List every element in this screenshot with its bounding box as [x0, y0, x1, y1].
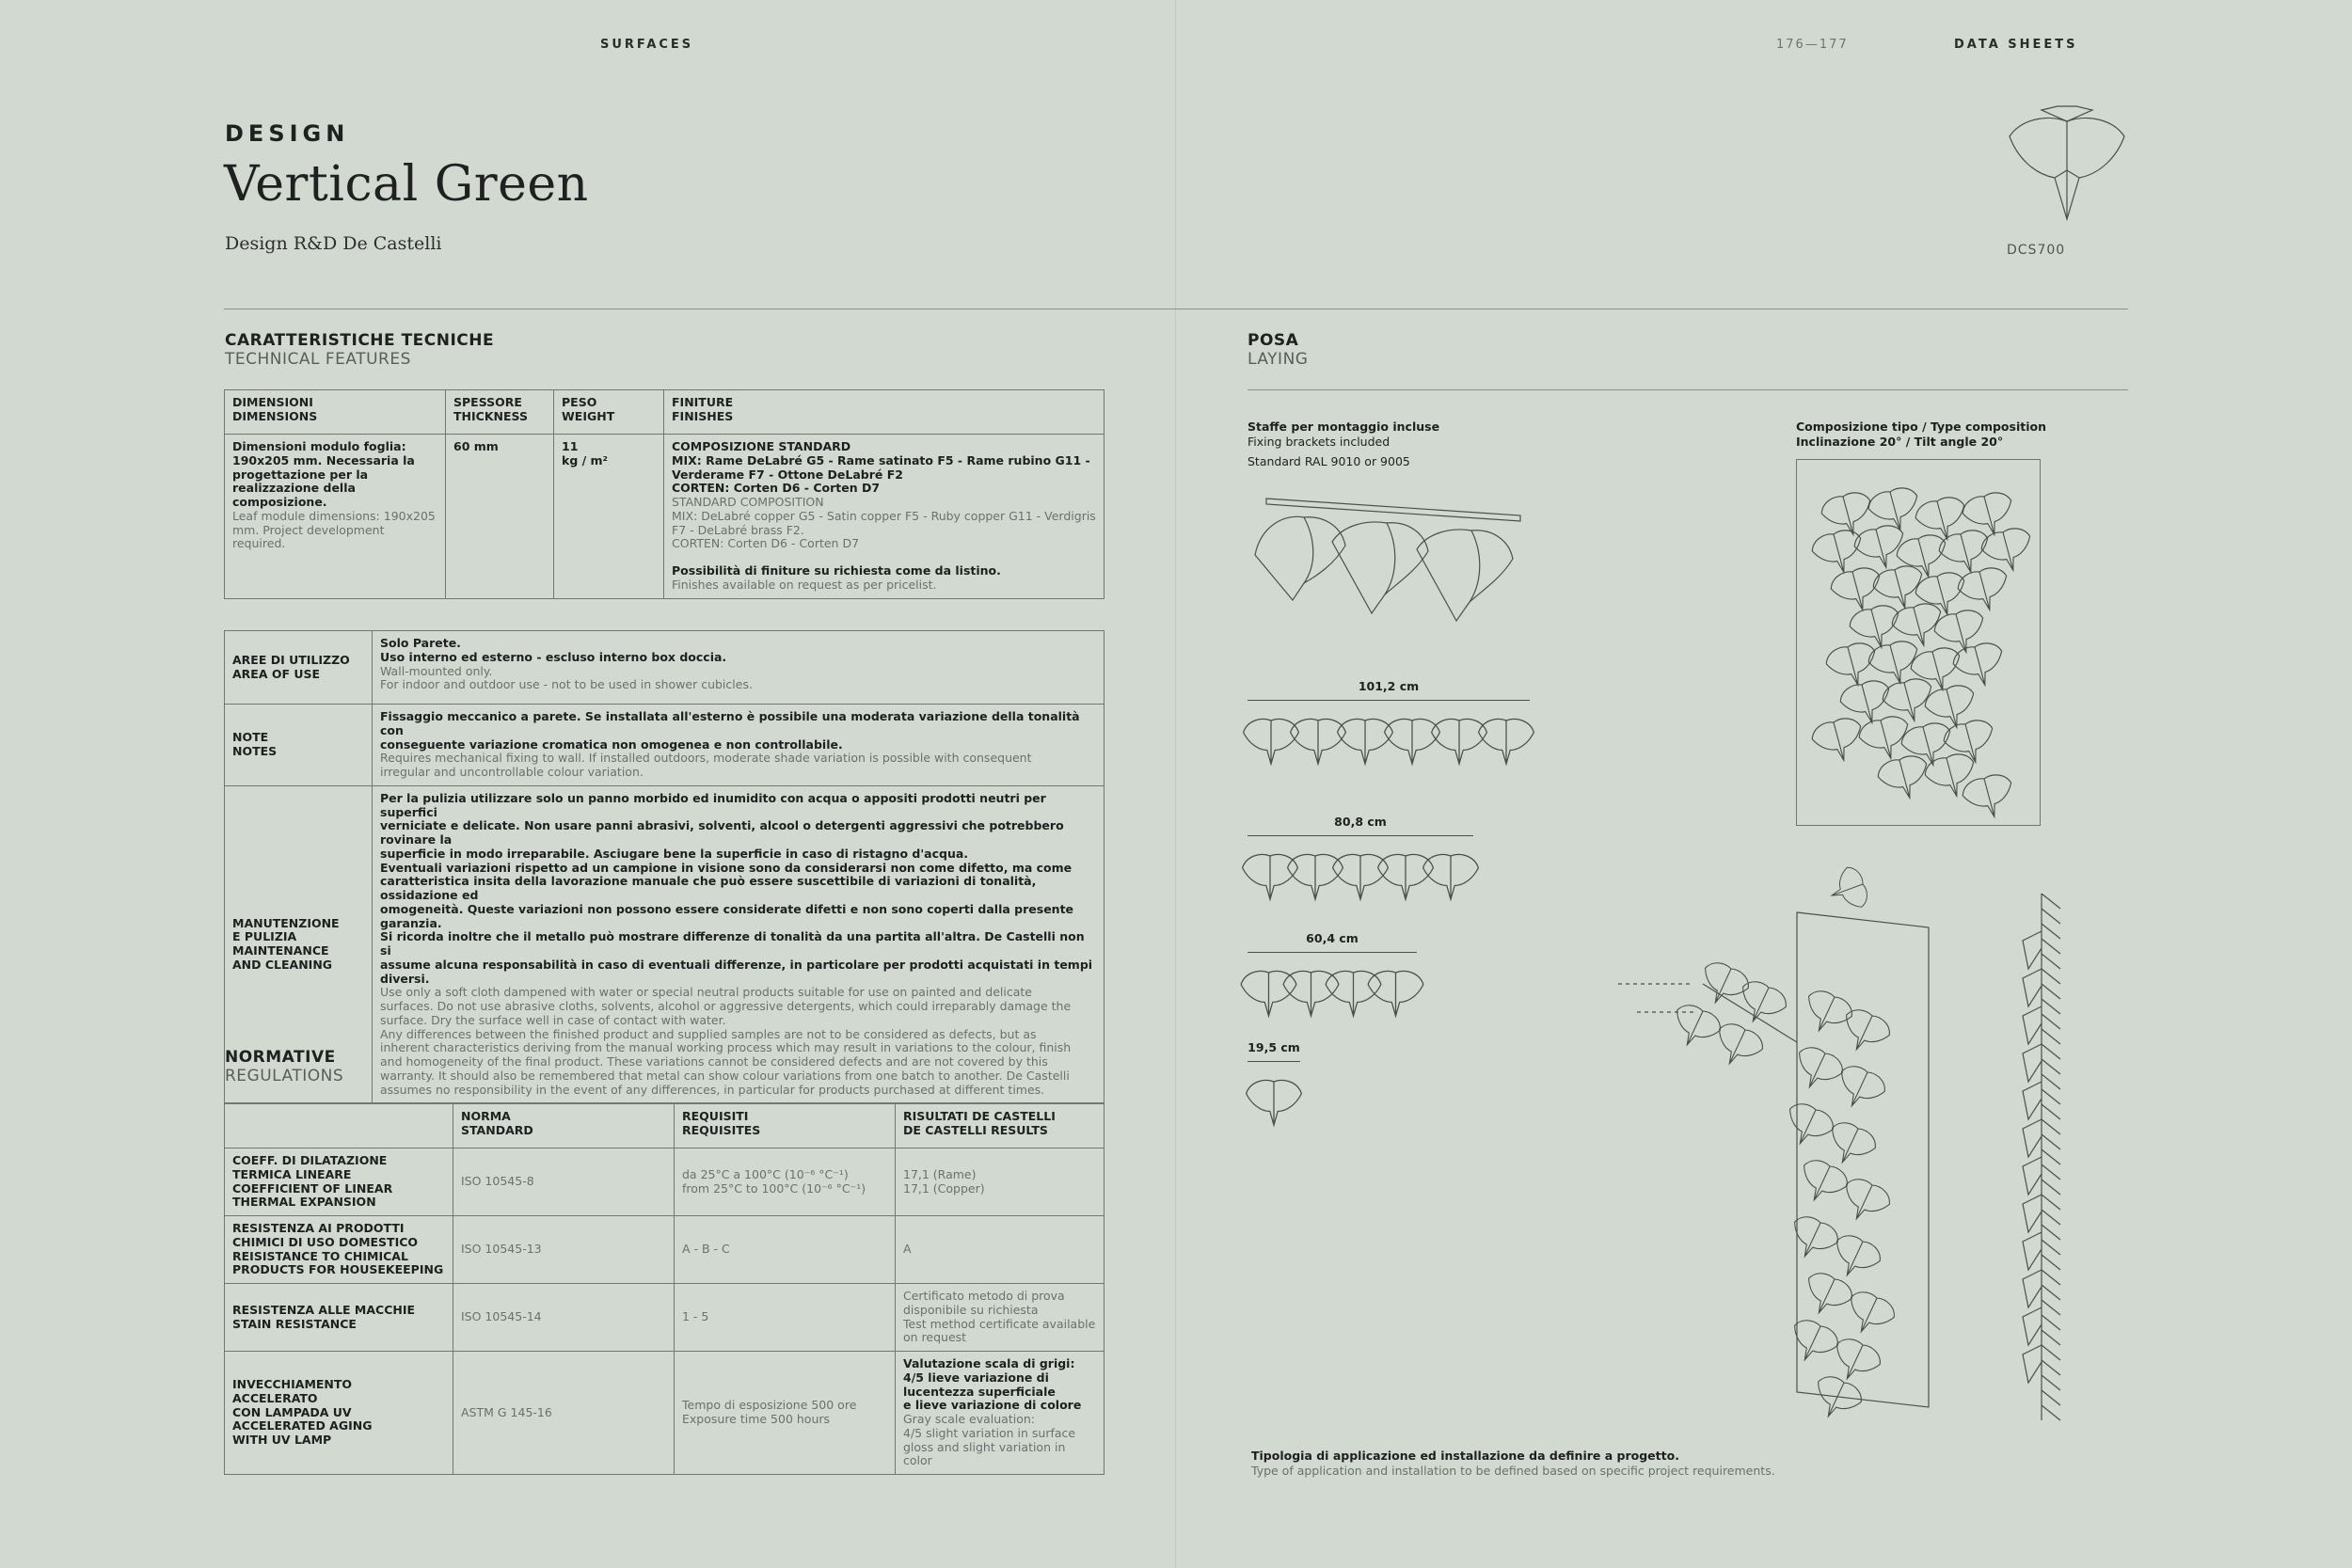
wall-hatch-line: [2042, 894, 2060, 909]
bracket-drawing: [1248, 489, 1539, 621]
side-leaf-profile: [2023, 1044, 2042, 1082]
leaf-shape: [1385, 719, 1440, 764]
wall-hatch-line: [2042, 1044, 2060, 1059]
leaf-shape: [1889, 600, 1948, 653]
reg-res-stain: Certificato metodo di prova disponibile su richiesta Test method certificate available on request: [896, 1284, 1104, 1352]
dim-label-195: 19,5 cm: [1248, 1040, 1300, 1054]
side-leaf-profile: [2023, 1006, 2042, 1044]
composition-drawing: [1796, 459, 2039, 824]
leaf-shape: [1839, 1287, 1899, 1341]
side-leaf-profile: [2023, 1082, 2042, 1119]
side-leaf-profile: [2023, 1345, 2042, 1383]
reg-label-thermal: COEFF. DI DILATAZIONE TERMICA LINEARE COEFFICIENT OF LINEAR THERMAL EXPANSION: [225, 1148, 453, 1216]
leaf-shape: [1778, 1099, 1837, 1153]
reg-req-chemical: A - B - C: [675, 1216, 896, 1284]
leaf-row-1012: [1248, 715, 1530, 781]
wall-hatch-line: [2042, 1164, 2060, 1180]
leaf-shape: [1819, 489, 1878, 542]
leaf-shape: [1894, 531, 1953, 584]
leaf-shape: [1960, 771, 2019, 824]
wall-hatch-line: [2042, 1119, 2060, 1134]
wall-hatch-line: [2042, 1210, 2060, 1225]
wall-hatch-line: [2042, 1360, 2060, 1375]
side-leaf-profile: [2023, 1270, 2042, 1307]
col-results: RISULTATI DE CASTELLI DE CASTELLI RESULTS: [896, 1104, 1104, 1148]
leaf-row-808: [1248, 850, 1473, 916]
leaf-shape: [1288, 854, 1343, 899]
wall-hatch-line: [2042, 954, 2060, 969]
col-requisites: REQUISITI REQUISITES: [675, 1104, 896, 1148]
wall-hatch-line: [2042, 1195, 2060, 1210]
reg-req-stain: 1 - 5: [675, 1284, 896, 1352]
notes-text: Fissaggio meccanico a parete. Se installata all'esterno è possibile una moderata variazione della tonalità con conseguente variazione cromatica non omogenea e non controllabile. Requires mechanical fixing to wall. If installed outdoors, moderate shade variation is possible with consequent irregular and uncontrollable colour variation.: [373, 705, 1104, 786]
col-thickness: SPESSORE THICKNESS: [446, 390, 554, 435]
side-leaf-profile: [2023, 1195, 2042, 1232]
leaf-shape: [1809, 715, 1868, 768]
leaf-shape: [1913, 494, 1972, 546]
leaf-module-icon: [2004, 99, 2130, 230]
leaf-shape: [1866, 484, 1925, 537]
leaf-shape: [1368, 971, 1423, 1016]
wall-hatch-line: [2042, 1149, 2060, 1164]
laying-title-it: POSA: [1248, 331, 1299, 350]
leaf-shape: [1247, 1080, 1302, 1125]
col-dimensions: DIMENSIONI DIMENSIONS: [225, 390, 446, 435]
usage-table: [224, 630, 1104, 1103]
page-numbers: 176—177: [1776, 38, 1849, 52]
reg-standard-chemical: ISO 10545-13: [453, 1216, 675, 1284]
dim-label-808: 80,8 cm: [1334, 815, 1387, 829]
installation-drawing: [1618, 856, 2070, 1458]
leaf-shape: [1875, 752, 1934, 805]
side-leaf-profile: [2023, 931, 2042, 969]
reg-standard-thermal: ISO 10545-8: [453, 1148, 675, 1216]
leaf-shape: [1950, 640, 2010, 692]
side-leaf-profile: [2023, 1232, 2042, 1270]
wall-hatch-line: [2042, 1285, 2060, 1300]
wall-hatch-line: [2042, 1014, 2060, 1029]
leaf-shape: [1792, 1155, 1851, 1210]
leaf-shape: [1837, 677, 1897, 730]
wall-hatch-line: [2042, 1405, 2060, 1420]
wall-hatch-line: [2042, 1225, 2060, 1240]
wall-hatch-line: [2042, 1104, 2060, 1119]
leaf-shape: [1378, 854, 1434, 899]
leaf-shape: [1243, 854, 1298, 899]
dim-line-1012: [1248, 700, 1530, 701]
reg-label-uv: INVECCHIAMENTO ACCELERATO CON LAMPADA UV ACCELERATED AGING WITH UV LAMP: [225, 1352, 453, 1475]
leaf-shape: [1783, 1212, 1842, 1266]
wall-hatch-line: [2042, 1330, 2060, 1345]
leaf-shape: [1847, 602, 1906, 655]
leaf-shape: [1824, 864, 1871, 916]
reg-standard-stain: ISO 10545-14: [453, 1284, 675, 1352]
dim-label-1012: 101,2 cm: [1358, 679, 1420, 693]
dim-line-808: [1248, 835, 1473, 836]
wall-hatch-line: [2042, 1255, 2060, 1270]
technical-title-it: CARATTERISTICHE TECNICHE: [225, 331, 495, 350]
side-leaf-profile: [2023, 1119, 2042, 1157]
leaf-shape: [1828, 564, 1887, 617]
wall-hatch-line: [2042, 1029, 2060, 1044]
wall-hatch-line: [2042, 1089, 2060, 1104]
leaf-shape: [1941, 717, 2000, 769]
leaf-single: [1248, 1076, 1304, 1142]
technical-features-table: [224, 389, 1104, 599]
leaf-shape: [1731, 976, 1790, 1031]
leaf-shape: [1936, 527, 1995, 579]
leaf-shape: [1960, 489, 2019, 542]
regulations-title-en: REGULATIONS: [225, 1067, 344, 1085]
weight-cell: 11 kg / m²: [554, 435, 664, 599]
reg-res-thermal: 17,1 (Rame) 17,1 (Copper): [896, 1148, 1104, 1216]
dim-line-195: [1248, 1061, 1300, 1062]
side-leaf-profile: [2023, 1157, 2042, 1195]
leaf-shape: [1783, 1315, 1842, 1370]
wall-hatch-line: [2042, 939, 2060, 954]
product-title: Vertical Green: [224, 156, 589, 213]
wall-hatch-line: [2042, 1390, 2060, 1405]
running-head-left: SURFACES: [600, 38, 694, 52]
wall-hatch-line: [2042, 1059, 2060, 1074]
side-leaf-profile: [2023, 1307, 2042, 1345]
wall-hatch-line: [2042, 1315, 2060, 1330]
laying-title-en: LAYING: [1248, 350, 1309, 369]
col-weight: PESO WEIGHT: [554, 390, 664, 435]
laying-divider: [1248, 389, 2128, 390]
design-kicker: DESIGN: [225, 120, 350, 147]
dim-label-604: 60,4 cm: [1306, 931, 1359, 945]
leaf-shape: [1955, 564, 2014, 617]
leaf-shape: [1665, 1000, 1724, 1054]
col-standard: NORMA STANDARD: [453, 1104, 675, 1148]
maintenance-label: MANUTENZIONE E PULIZIA MAINTENANCE AND CLEANING: [225, 785, 373, 1103]
leaf-shape: [1423, 854, 1479, 899]
leaf-shape: [1823, 640, 1883, 692]
page-spine: [1175, 0, 1176, 1568]
wall-hatch-line: [2042, 1300, 2060, 1315]
wall-hatch-line: [2042, 909, 2060, 924]
reg-label-chemical: RESISTENZA AI PRODOTTI CHIMICI DI USO DOMESTICO REISISTANCE TO CHIMICAL PRODUCTS FOR HOUSEKEEPING: [225, 1216, 453, 1284]
wall-hatch-line: [2042, 1240, 2060, 1255]
brackets-note: Staffe per montaggio incluse Fixing brackets included Standard RAL 9010 or 9005: [1248, 420, 1440, 469]
leaf-shape: [1291, 719, 1346, 764]
leaf-shape: [1241, 971, 1296, 1016]
leaf-shape: [1333, 854, 1389, 899]
running-head-right: DATA SHEETS: [1954, 38, 2078, 52]
reg-label-stain: RESISTENZA ALLE MACCHIE STAIN RESISTANCE: [225, 1284, 453, 1352]
area-of-use-text: Solo Parete. Uso interno ed esterno - escluso interno box doccia. Wall-mounted only. For indoor and outdoor use - not to be used in shower cubicles.: [373, 631, 1104, 705]
reg-standard-uv: ASTM G 145-16: [453, 1352, 675, 1475]
regulations-title-it: NORMATIVE: [225, 1048, 336, 1067]
leaf-shape: [1835, 1005, 1894, 1059]
composition-note: Composizione tipo / Type composition Inclinazione 20° / Tilt angle 20°: [1796, 420, 2046, 449]
technical-title-en: TECHNICAL FEATURES: [225, 350, 411, 369]
wall-hatch-line: [2042, 1134, 2060, 1149]
reg-req-thermal: da 25°C a 100°C (10⁻⁶ °C⁻¹) from 25°C to 100°C (10⁻⁶ °C⁻¹): [675, 1148, 896, 1216]
laying-footer: Tipologia di applicazione ed installazione da definire a progetto. Type of application and installation to be defined based on specific project requirements.: [1251, 1449, 1775, 1478]
thickness-value: 60 mm: [446, 435, 554, 599]
leaf-shape: [1979, 525, 2038, 578]
leaf-shape: [1432, 719, 1487, 764]
dimensions-cell: Dimensioni modulo foglia: 190x205 mm. Necessaria la progettazione per la realizzazione della composizione. Leaf module dimensions: 190x205 mm. Project development required.: [225, 435, 446, 599]
finishes-cell: COMPOSIZIONE STANDARD MIX: Rame DeLabré G5 - Rame satinato F5 - Rame rubino G11 - Verderame F7 - Ottone DeLabré F2 CORTEN: Corten D6 - Corten D7 STANDARD COMPOSITION MIX: DeLabré copper G5 - Satin copper F5 - Ruby copper G11 - Verdigris F7 - DeLabré brass F2. CORTEN: Corten D6 - Corten D7 Possibilità di finiture su richiesta come da listino. Finishes available on request as per pricelist.: [664, 435, 1104, 599]
reg-req-uv: Tempo di esposizione 500 ore Exposure time 500 hours: [675, 1352, 896, 1475]
side-leaf-profile: [2023, 969, 2042, 1006]
leaf-shape: [1880, 675, 1939, 728]
reg-res-chemical: A: [896, 1216, 1104, 1284]
designer-credit: Design R&D De Castelli: [225, 233, 442, 254]
leaf-shape: [1866, 638, 1925, 690]
leaf-shape: [1338, 719, 1393, 764]
leaf-shape: [1244, 719, 1299, 764]
wall-hatch-line: [2042, 1345, 2060, 1360]
wall-hatch-line: [2042, 999, 2060, 1014]
leaf-shape: [1479, 719, 1534, 764]
leaf-shape: [1830, 1061, 1889, 1116]
leaf-row-604: [1248, 967, 1417, 1033]
reg-res-uv: Valutazione scala di grigi: 4/5 lieve variazione di lucentezza superficiale e lieve variazione di colore Gray scale evaluation: 4/5 slight variation in surface gloss and slight variation in color: [896, 1352, 1104, 1475]
area-of-use-label: AREE DI UTILIZZO AREA OF USE: [225, 631, 373, 705]
notes-label: NOTE NOTES: [225, 705, 373, 786]
leaf-shape: [1326, 971, 1381, 1016]
regulations-table: [224, 1103, 1104, 1475]
col-finishes: FINITURE FINISHES: [664, 390, 1104, 435]
leaf-shape: [1825, 1230, 1884, 1285]
wall-hatch-line: [2042, 1180, 2060, 1195]
wall-hatch-line: [2042, 1074, 2060, 1089]
dim-line-604: [1248, 952, 1417, 953]
leaf-shape: [1835, 1174, 1894, 1228]
leaf-shape: [1708, 1019, 1767, 1073]
leaf-shape: [1825, 1334, 1884, 1388]
wall-hatch-line: [2042, 984, 2060, 999]
maintenance-text: Per la pulizia utilizzare solo un panno morbido ed inumidito con acqua o appositi prodotti neutri per superfici verniciate e delicate. Non usare panni abrasivi, solventi, alcool o detergenti aggressivi che potrebbero rovinare la superficie in modo irreparabile. Asciugare bene la superficie in caso di ristagno d'acqua. Eventuali variazioni rispetto ad un campione in visione sono da considerarsi non come difetto, ma come caratteristica insita della lavorazione manuale che può essere suscettibile di variazioni di tonalità, ossidazione ed omogeneità. Queste variazioni non possono essere considerate difetti e non sono coperti dalla presente garanzia. Si ricorda inoltre che il metallo può mostrare differenze di tonalità da una partita all'altra. De Castelli non si assume alcuna responsabilità in caso di eventuali differenze, in particolare per prodotti acquistati in tempi diversi. Use only a soft cloth dampened with water or special neutral products suitable for use on painted and delicate surfaces. Do not use abrasive cloths, solvents, alcohol or aggressive detergents, which could irreparably damage the surface. Dry the surface well in case of contact with water. Any differences between the finished product and supplied samples are not to be considered as defects, but as inherent characteristics deriving from the manual working process which may result in variations to the colour, finish and homogeneity of the final product. These variations cannot be considered defects and are not covered by this warranty. It should also be remembered that metal can show colour variations from one batch to another. De Castelli assumes no responsibility in the event of any differences, in particular for products purchased at different times.: [373, 785, 1104, 1103]
wall-hatch-line: [2042, 924, 2060, 939]
leaf-shape: [1820, 1117, 1880, 1172]
leaf-shape: [1851, 522, 1911, 575]
leaf-shape: [1809, 527, 1868, 579]
wall-hatch-line: [2042, 1375, 2060, 1390]
leaf-shape: [1797, 1268, 1856, 1323]
leaf-shape: [1283, 971, 1339, 1016]
product-code: DCS700: [2007, 243, 2066, 258]
wall-hatch-line: [2042, 969, 2060, 984]
leaf-shape: [1870, 562, 1930, 615]
wall-hatch-line: [2042, 1270, 2060, 1285]
